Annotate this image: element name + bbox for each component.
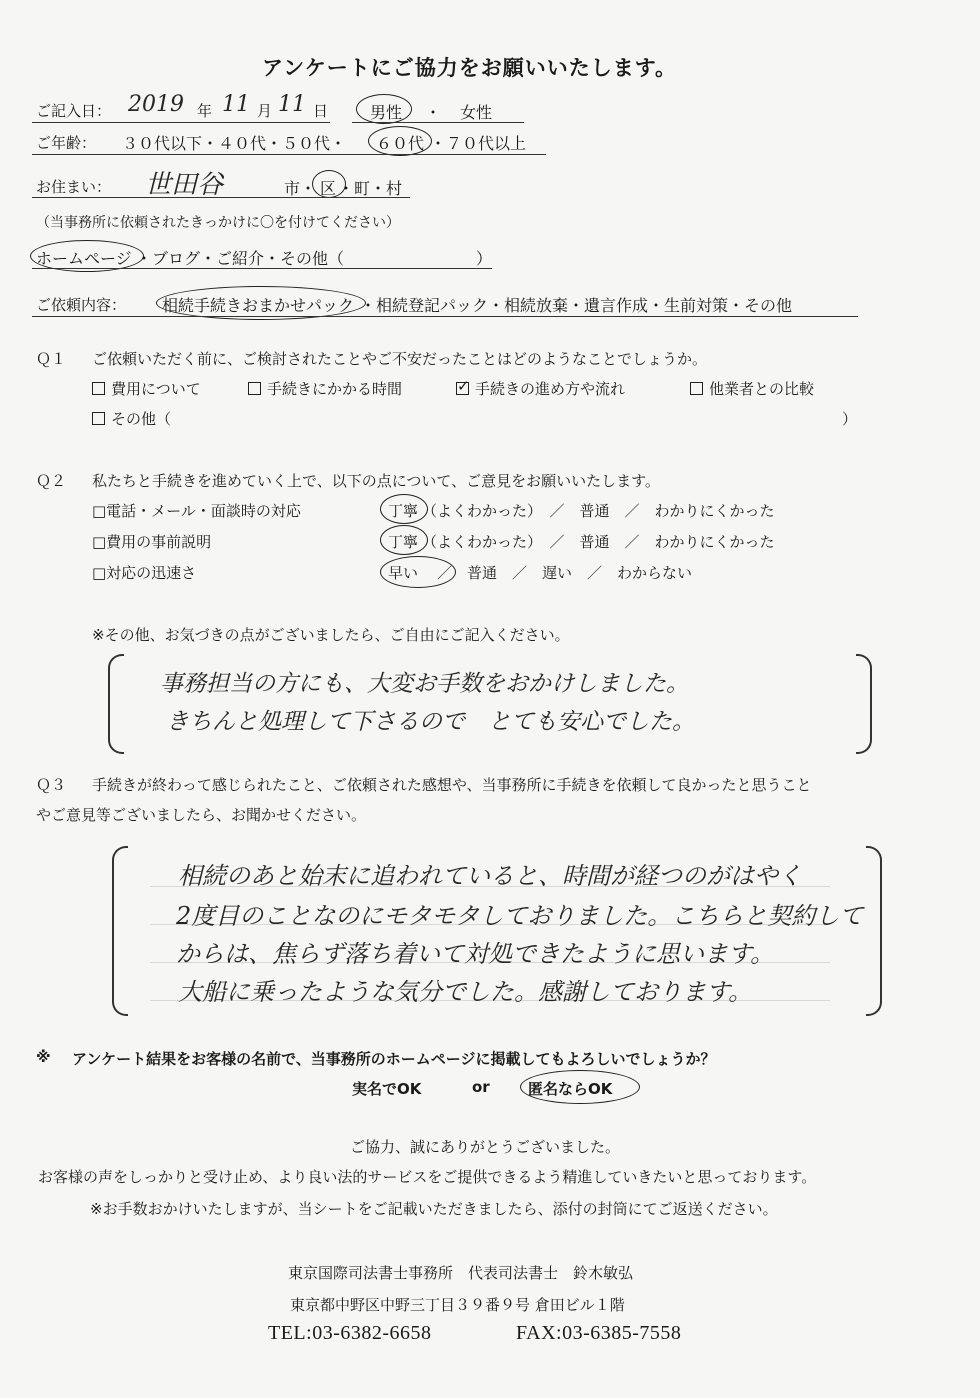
q1-number: Ｑ１	[36, 350, 67, 368]
office-fax: FAX:03-6385-7558	[516, 1322, 682, 1344]
q2-answer-line-2: きちんと処理して下さるので とても安心でした。	[166, 709, 695, 735]
q1-option-compare[interactable]: 他業者との比較	[690, 378, 814, 399]
residence-ward[interactable]: 区	[320, 179, 337, 198]
trigger-selected[interactable]: ホームページ	[36, 249, 132, 268]
closing-line-3: ※お手数おかけいたしますが、当シートをご記載いただきましたら、添付の封筒にてご返送ください。	[90, 1200, 778, 1218]
publish-option-real[interactable]: 実名でOK	[352, 1080, 422, 1098]
date-year: 2019	[128, 92, 184, 117]
age-selected[interactable]: ６０代	[376, 134, 425, 153]
q3-answer-line-4: 大船に乗ったような気分でした。感謝しております。	[178, 978, 753, 1006]
office-address: 東京都中野区中野三丁目３９番９号 倉田ビル１階	[290, 1296, 625, 1314]
residence-city[interactable]: 市・	[284, 179, 317, 198]
gender-male[interactable]: 男性	[370, 103, 403, 122]
q2-note: ※その他、お気づきの点がございましたら、ご自由にご記入ください。	[92, 626, 570, 644]
q2-fee-options[interactable]: （よくわかった） ／ 普通 ／ わかりにくかった	[422, 533, 775, 551]
q2-contact-selected[interactable]: 丁寧	[388, 502, 419, 520]
date-month-unit: 月	[257, 102, 273, 120]
request-label: ご依頼内容：	[36, 296, 127, 314]
q2-item-contact[interactable]: □電話・メール・面談時の対応	[92, 502, 301, 520]
q2-item-fee[interactable]: □費用の事前説明	[92, 533, 212, 551]
age-options-rest[interactable]: ・７０代以上	[430, 134, 527, 153]
q2-fee-selected[interactable]: 丁寧	[388, 533, 419, 551]
gender-separator: ・	[425, 103, 442, 122]
trigger-close: ）	[476, 249, 493, 268]
residence-value: 世田谷	[145, 170, 224, 200]
q1-checkbox-cost[interactable]	[92, 382, 105, 395]
closing-line-2: お客様の声をしっかりと受け止め、より良い法的サービスをご提供できるよう精進していきたいと思っております。	[38, 1168, 817, 1186]
q3-answer-line-3: からは、焦らず落ち着いて対処できたように思います。	[176, 940, 775, 968]
page-title: アンケートにご協力をお願いいたします。	[262, 56, 678, 80]
request-options[interactable]: ・相続登記パック・相続放棄・遺言作成・生前対策・その他	[360, 296, 793, 315]
q1-checkbox-other[interactable]	[92, 412, 105, 425]
q1-checkbox-time[interactable]	[248, 382, 261, 395]
q2-speed-selected[interactable]: 早い	[388, 564, 419, 582]
q1-option-process[interactable]: ✓ 手続きの進め方や流れ	[456, 378, 625, 399]
gender-female[interactable]: 女性	[460, 103, 493, 122]
publish-or: or	[472, 1078, 490, 1096]
q1-option-time[interactable]: 手続きにかかる時間	[248, 378, 402, 399]
closing-thanks: ご協力、誠にありがとうございました。	[350, 1138, 621, 1156]
publish-option-anon[interactable]: 匿名ならOK	[528, 1080, 613, 1098]
publish-question: アンケート結果をお客様の名前で、当事務所のホームページに掲載してもよろしいでしょうか？	[72, 1050, 716, 1068]
date-month: 11	[222, 92, 250, 117]
q3-answer-line-2: 2度目のことなのにモタモタしておりました。こちらと契約して	[176, 902, 864, 930]
q1-checkbox-process[interactable]	[456, 382, 469, 395]
date-day-unit: 日	[313, 102, 329, 120]
q3-answer-line-1: 相続のあと始末に追われていると、時間が経つのがはやく	[178, 862, 802, 890]
q3-question-line-2: やご意見等ございましたら、お聞かせください。	[36, 806, 367, 824]
office-name: 東京国際司法書士事務所 代表司法書士 鈴木敏弘	[288, 1264, 634, 1282]
office-tel: TEL:03-6382-6658	[268, 1322, 432, 1344]
age-options[interactable]: ３０代以下・４０代・５０代・	[122, 134, 347, 153]
q2-number: Ｑ２	[36, 472, 67, 490]
publish-mark: ※	[36, 1048, 51, 1066]
q1-checkbox-compare[interactable]	[690, 382, 703, 395]
q3-question-line-1: 手続きが終わって感じられたこと、ご依頼された感想や、当事務所に手続きを依頼して良かったと思うこと	[92, 776, 812, 794]
age-label: ご年齢：	[36, 134, 97, 152]
q2-question: 私たちと手続きを進めていく上で、以下の点について、ご意見をお願いいたします。	[92, 472, 660, 490]
q2-answer-line-1: 事務担当の方にも、大変お手数をおかけしました。	[160, 671, 689, 697]
q1-other-close: ）	[842, 410, 858, 428]
date-year-unit: 年	[197, 102, 213, 120]
date-day: 11	[278, 92, 306, 117]
residence-label: お住まい：	[36, 178, 112, 196]
q2-speed-options[interactable]: ／ 普通 ／ 遅い ／ わからない	[422, 564, 693, 582]
q2-item-speed[interactable]: □対応の迅速さ	[92, 564, 197, 582]
q1-option-cost[interactable]: 費用について	[92, 378, 201, 399]
request-selected[interactable]: 相続手続きおまかせパック	[162, 296, 355, 315]
q2-contact-options[interactable]: （よくわかった） ／ 普通 ／ わかりにくかった	[422, 502, 775, 520]
trigger-options[interactable]: ・ブログ・ご紹介・その他（	[136, 249, 345, 268]
q3-number: Ｑ３	[36, 776, 67, 794]
trigger-instruction: （当事務所に依頼されたきっかけに〇を付けてください）	[36, 215, 400, 231]
q1-question: ご依頼いただく前に、ご検討されたことやご不安だったことはどのようなことでしょうか。	[92, 350, 708, 368]
date-label: ご記入日：	[36, 102, 112, 120]
q1-option-other[interactable]: その他（	[92, 408, 171, 429]
residence-rest[interactable]: ・町・村	[338, 179, 403, 198]
